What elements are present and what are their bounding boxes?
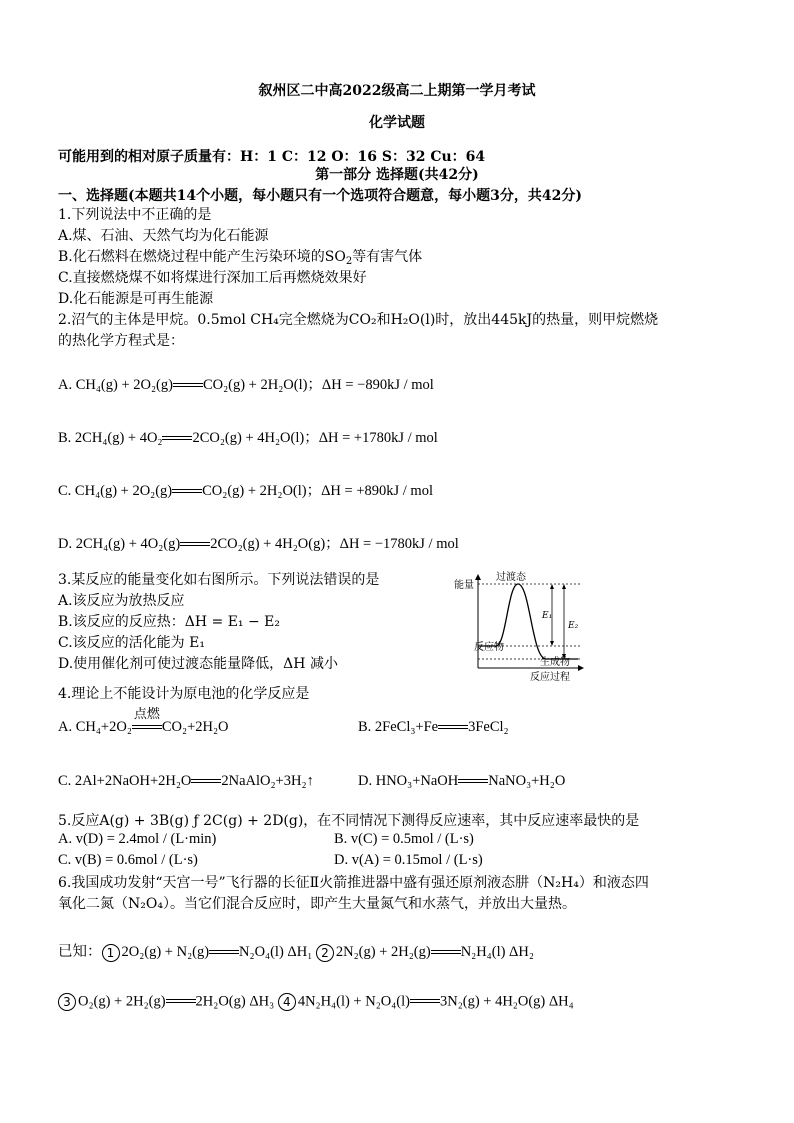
q1-option-c: C.直接燃烧煤不如将煤进行深加工后再燃烧效果好 — [58, 270, 367, 286]
q3-option-d: D.使用催化剂可使过渡态能量降低，ΔH 减小 — [58, 656, 338, 672]
q4-option-c: C. 2Al+2NaOH+2H₂O 2NaAlO₂+3H₂↑ — [58, 773, 314, 789]
reactant-label: 反应物 — [474, 642, 504, 653]
q6-equations-row-2: 3 O₂(g) + 2H₂(g) 2H₂O(g) ΔH₃ 4 4N₂H₄(l) + N₂O₄(l) 3N₂(g) + 4H₂O(g) ΔH₄ — [58, 993, 574, 1011]
part-title: 第一部分 选择题(共42分) — [315, 167, 479, 183]
transition-state-label: 过渡态 — [496, 572, 526, 583]
question-6-stem — [58, 873, 649, 915]
question-2-stem — [58, 310, 658, 352]
q6-equations-row-1: 已知： 1 2O₂(g) + N₂(g) N₂O₄(l) ΔH₁ 2 2N₂(g) + 2H₂(g) N₂H₄(l) ΔH₂ — [58, 944, 534, 960]
q1-option-b: B.化石燃料在燃烧过程中能产生污染环境的$SO_2$等有害气体 — [58, 249, 423, 267]
circled-number: 1 — [102, 944, 120, 962]
question-1 — [58, 205, 422, 310]
q5-option-a: A. v(D) = 2.4mol / (L·min) — [58, 831, 217, 847]
atomic-masses: 可能用到的相对原子质量有：H：1 C：12 O：16 S：32 Cu：64 — [58, 149, 486, 165]
q6-stem-line-1: 6.我国成功发射“天宫一号”飞行器的长征Ⅱ火箭推进器中盛有强还原剂液态肼（N₂H₄）和液态四 — [58, 875, 649, 891]
equals-sign — [173, 382, 203, 390]
q4-stem: 4.理论上不能设计为原电池的化学反应是 — [58, 686, 310, 702]
equals-sign — [172, 488, 202, 496]
circled-number: 4 — [278, 993, 296, 1011]
circled-number: 3 — [58, 993, 76, 1011]
exam-subtitle: 化学试题 — [369, 115, 425, 131]
x-axis-label: 反应过程 — [530, 672, 570, 683]
section-title: 一、选择题(本题共14个小题，每小题只有一个选项符合题意，每小题3分，共42分) — [58, 188, 582, 204]
product-label: 生成物 — [540, 657, 570, 668]
q4-option-b: B. 2FeCl₃+Fe 3FeCl₂ — [358, 719, 509, 735]
q5-option-c: C. v(B) = 0.6mol / (L·s) — [58, 852, 198, 868]
e2-label: E₂ — [568, 621, 579, 631]
q4-option-d: D. HNO₃+NaOH NaNO₃+H₂O — [358, 773, 566, 789]
equals-sign — [191, 778, 221, 786]
q3-option-a: A.该反应为放热反应 — [58, 593, 185, 609]
q5-stem: 5.反应A(g) + 3B(g) ƒ 2C(g) + 2D(g)，在不同情况下测得反应速率，其中反应速率最快的是 — [58, 813, 640, 829]
equals-sign — [162, 435, 192, 443]
e1-label: E₁ — [542, 611, 553, 621]
q2-stem-line-2: 的热化学方程式是： — [58, 333, 184, 349]
q3-option-b: B.该反应的反应热：ΔH = E₁ − E₂ — [58, 614, 280, 630]
q1-option-a: A.煤、石油、天然气均为化石能源 — [58, 228, 269, 244]
y-axis-label: 能量 — [454, 580, 474, 591]
ignite-condition: 点燃 — [133, 707, 160, 722]
equals-sign — [458, 778, 488, 786]
q2-stem-line-1: 2.沼气的主体是甲烷。0.5mol CH₄完全燃烧为CO₂和H₂O(l)时，放出445kJ的热量，则甲烷燃烧 — [58, 312, 659, 328]
exam-title: 叙州区二中高2022级高二上期第一学月考试 — [258, 83, 536, 99]
circled-number: 2 — [316, 944, 334, 962]
equals-sign — [438, 724, 468, 732]
q2-option-a: A. CH₄(g) + 2O₂(g) CO₂(g) + 2H₂O(l)；ΔH = −890kJ / mol — [58, 377, 434, 393]
q2-option-d: D. 2CH₄(g) + 4O₂(g) 2CO₂(g) + 4H₂O(g)；ΔH = −1780kJ / mol — [58, 536, 459, 552]
q3-stem: 3.某反应的能量变化如右图所示。下列说法错误的是 — [58, 572, 380, 588]
question-3 — [58, 570, 379, 675]
q3-option-c: C.该反应的活化能为 E₁ — [58, 635, 205, 651]
q6-stem-line-2: 氧化二氮（N₂O₄）。当它们混合反应时，即产生大量氮气和水蒸气，并放出大量热。 — [58, 896, 576, 912]
equals-sign — [180, 541, 210, 549]
q5-option-b: B. v(C) = 0.5mol / (L·s) — [334, 831, 474, 847]
q4-option-a: A. CH₄+2O₂ 点燃 CO₂+2H₂O — [58, 719, 229, 736]
q1-option-d: D.化石能源是可再生能源 — [58, 291, 214, 307]
energy-diagram — [452, 570, 588, 686]
q5-option-d: D. v(A) = 0.15mol / (L·s) — [334, 852, 483, 868]
q2-option-b: B. 2CH₄(g) + 4O₂ 2CO₂(g) + 4H₂O(l)；ΔH = +1780kJ / mol — [58, 430, 438, 446]
q2-option-c: C. CH₄(g) + 2O₂(g) CO₂(g) + 2H₂O(l)；ΔH = +890kJ / mol — [58, 483, 433, 499]
q1-stem: 1.下列说法中不正确的是 — [58, 207, 212, 223]
